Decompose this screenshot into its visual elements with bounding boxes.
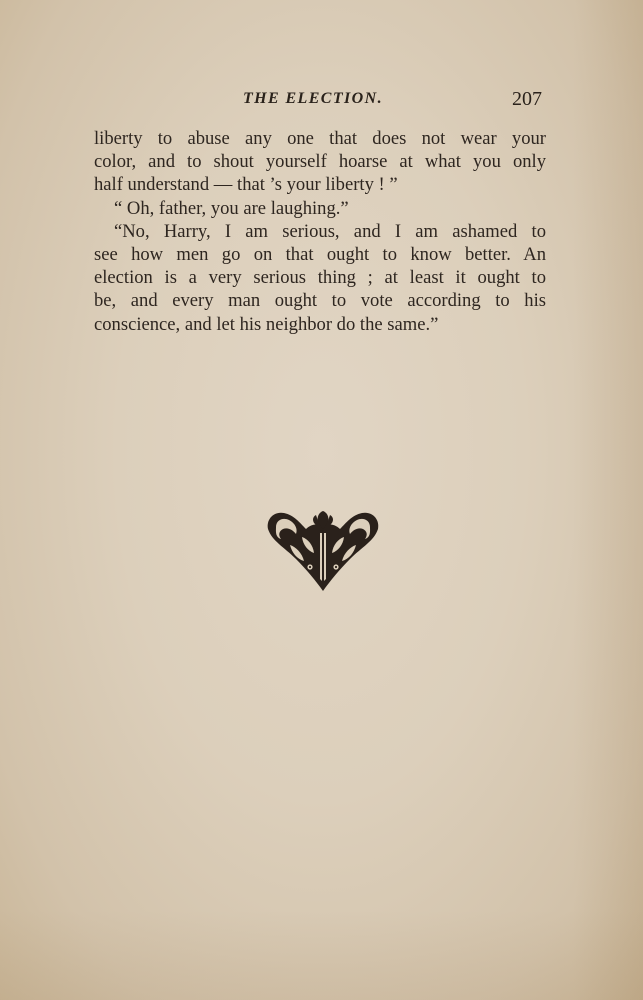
page-bottom-shading (0, 910, 643, 1000)
text-line: color, and to shout yourself hoarse at what you only (94, 151, 546, 173)
floral-tailpiece-ornament-icon (266, 507, 380, 593)
body-text (94, 127, 546, 336)
text-line: “No, Harry, I am serious, and I am ashamed to (114, 220, 546, 242)
page-number: 207 (512, 88, 542, 110)
running-title: THE ELECTION. (243, 90, 383, 107)
text-line: “ Oh, father, you are laughing.” (114, 197, 349, 219)
text-line: election is a very serious thing ; at least it ought to (94, 267, 546, 289)
text-line: liberty to abuse any one that does not wear your (94, 128, 546, 149)
running-head (0, 88, 643, 112)
text-line: see how men go on that ought to know better. An (94, 243, 546, 265)
text-line: be, and every man ought to vote according to his (94, 290, 546, 312)
text-line: conscience, and let his neighbor do the same.” (94, 313, 439, 335)
text-line: half understand — that ’s your liberty ! ” (94, 174, 398, 196)
page-edge-shading (573, 0, 643, 1000)
